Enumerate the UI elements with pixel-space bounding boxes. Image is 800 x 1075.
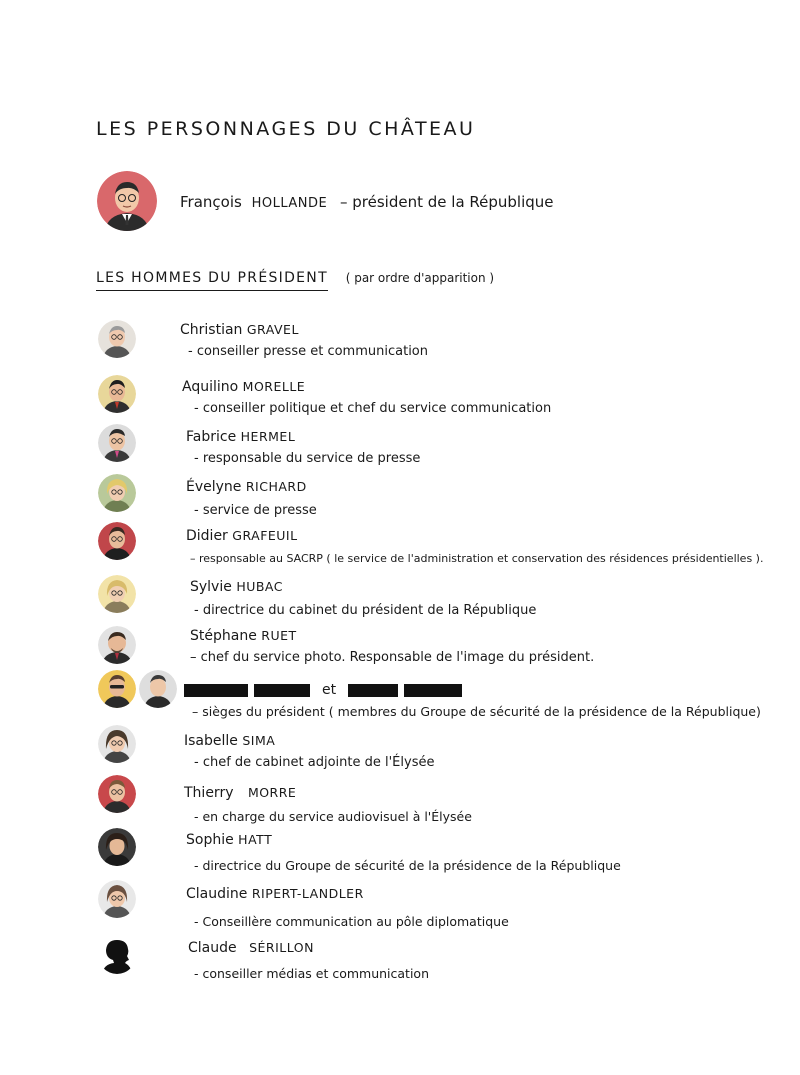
section-heading — [96, 270, 494, 286]
president-entry — [180, 193, 554, 211]
morre-portrait-icon — [98, 775, 136, 813]
ripert-portrait-icon — [98, 880, 136, 918]
person-role: - Conseillère communication au pôle diplomatique — [194, 914, 509, 929]
section-note: ( par ordre d'apparition ) — [345, 271, 495, 285]
gravel-portrait-icon — [98, 320, 136, 358]
person-name: Claudine RIPERT-LANDLER — [186, 886, 364, 902]
person-role: - conseiller politique et chef du service communication — [194, 401, 552, 416]
person-role: – responsable au SACRP ( le service de l'administration et conservation des résidences présidentielles ). — [190, 552, 764, 565]
person-name: Claude SÉRILLON — [188, 940, 314, 956]
hollande-portrait-icon — [97, 171, 157, 231]
person-role: - conseiller médias et communication — [194, 966, 430, 981]
person-role: - responsable du service de presse — [194, 451, 421, 466]
redacted-bar — [254, 684, 310, 697]
person-role: - chef de cabinet adjointe de l'Élysée — [194, 755, 435, 770]
person-name: Sophie HATT — [186, 832, 273, 848]
bodyguards-portrait-icon — [98, 670, 136, 708]
ruet-portrait-icon — [98, 626, 136, 664]
hubac-portrait-icon — [98, 575, 136, 613]
person-role: - service de presse — [194, 503, 317, 518]
richard-portrait-icon — [98, 474, 136, 512]
person-name: Évelyne RICHARD — [186, 479, 307, 495]
person-name: Stéphane RUET — [190, 628, 297, 644]
person-role: – chef du service photo. Responsable de l'image du président. — [190, 650, 595, 665]
person-name: Sylvie HUBAC — [190, 579, 283, 595]
person-name: Didier GRAFEUIL — [186, 528, 298, 544]
hatt-portrait-icon — [98, 828, 136, 866]
person-role: - en charge du service audiovisuel à l'Élysée — [194, 809, 472, 824]
page-title: LES PERSONNAGES DU CHÂTEAU — [96, 118, 476, 140]
morelle-portrait-icon — [98, 375, 136, 413]
person-role: – sièges du président ( membres du Groupe de sécurité de la présidence de la République) — [192, 704, 761, 719]
redacted-bar — [348, 684, 398, 697]
president-role: – président de la République — [340, 193, 554, 211]
person-role: - conseiller presse et communication — [188, 344, 428, 359]
person-name: Aquilino MORELLE — [182, 379, 306, 395]
bodyguard-portrait-icon — [139, 670, 177, 708]
president-last-name: HOLLANDE — [251, 196, 328, 211]
person-name: Isabelle SIMA — [184, 733, 276, 749]
section-title: LES HOMMES DU PRÉSIDENT — [96, 270, 328, 291]
redacted-bar — [404, 684, 462, 697]
president-first-name: François — [180, 193, 242, 211]
person-name: Christian GRAVEL — [180, 322, 299, 338]
person-name: Thierry MORRE — [184, 785, 297, 801]
hermel-portrait-icon — [98, 424, 136, 462]
sima-portrait-icon — [98, 725, 136, 763]
redacted-bar — [184, 684, 248, 697]
person-role: - directrice du Groupe de sécurité de la présidence de la République — [194, 858, 621, 873]
redacted-names: et — [184, 682, 468, 698]
serillon-silhouette-icon — [98, 936, 136, 974]
grafeuil-portrait-icon — [98, 522, 136, 560]
person-role: - directrice du cabinet du président de la République — [194, 603, 537, 618]
person-name: Fabrice HERMEL — [186, 429, 296, 445]
